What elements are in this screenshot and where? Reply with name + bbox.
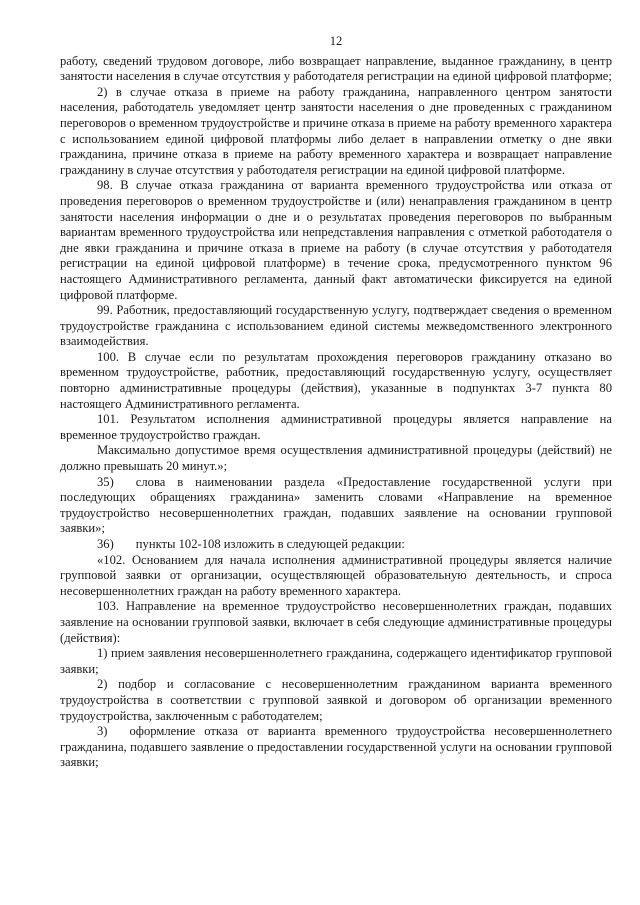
paragraph-continuation: работу, сведений трудовом договоре, либо возвращает направление, выданное гражданину, в центр занятости населения в случае отсутствия у работодателя регистрации на единой цифровой платформе; [60, 53, 612, 84]
paragraph-subitem-2: 2) в случае отказа в приеме на работу гражданина, направленного центром занятости населения, работодатель уведомляет центр занятости населения о дне проведенных с гражданином переговоров о временном трудоустройстве и причине отказа в приеме на работу временного характера с использованием единой цифровой платформы либо делает в направлении отметку о дне явки гражданина, причине отказа в приеме на работу временного характера и возвращает направление гражданину в случае отсутствия у работодателя регистрации на единой цифровой платформе. [60, 84, 612, 177]
subitem-3-text: оформление отказа от варианта временного трудоустройства несовершеннолетнего гражданина, подавшего заявление о предоставлении государственной услуги на основании групповой заявки; [60, 724, 612, 770]
item-35-text: слова в наименовании раздела «Предоставление государственной услуги при последующих обращениях гражданина» заменить словами «Направление на временное трудоустройство несовершеннолетних граждан, подавших заявление на основании групповой заявки»; [60, 474, 612, 536]
paragraph-99: 99. Работник, предоставляющий государственную услугу, подтверждает сведения о временном трудоустройстве гражданина с использованием единой системы межведомственного электронного взаимодействия. [60, 303, 612, 349]
paragraph-subitem-3 [60, 724, 612, 771]
paragraph-101: 101. Результатом исполнения административной процедуры является направление на временное трудоустройство граждан. [60, 412, 612, 442]
document-page [60, 34, 612, 771]
list-number: 35) [97, 474, 114, 489]
paragraph-item-36 [60, 537, 612, 553]
paragraph-subitem-2b: 2) подбор и согласование с несовершеннолетним гражданином варианта временного трудоустройства в соответствии с групповой заявкой и договором об организации временного трудоустройства, заключенным с работодателем; [60, 677, 612, 723]
item-36-text: пункты 102-108 изложить в следующей редакции: [135, 537, 405, 551]
list-number: 36) [97, 537, 114, 551]
paragraph-103: 103. Направление на временное трудоустройство несовершеннолетних граждан, подавших заявление на основании групповой заявки, включает в себя следующие административные процедуры (действия): [60, 599, 612, 645]
paragraph-98: 98. В случае отказа гражданина от варианта временного трудоустройства или отказа от проведения переговоров о временном трудоустройстве и (или) ненаправления гражданином в центр занятости населения информации о дне и о результатах проведения переговоров по выбранным вариантам временного трудоустройства или непредставления направления с отметкой работодателя о дне явки гражданина и причине отказа в приеме на работу (в случае отсутствия у работодателя регистрации на единой цифровой платформе) в течение срока, предусмотренного пунктом 96 настоящего Административного регламента, данный факт автоматически фиксируется на единой цифровой платформе. [60, 178, 612, 302]
paragraph-102: «102. Основанием для начала исполнения административной процедуры является наличие групповой заявки от организации, осуществляющей образовательную деятельность, и спроса несовершеннолетних граждан на работу временного характера. [60, 552, 612, 598]
paragraph-100: 100. В случае если по результатам прохождения переговоров гражданину отказано во временном трудоустройстве, работник, предоставляющий государственную услугу, осуществляет повторно административные процедуры (действия), указанные в подпунктах 3-7 пункта 80 настоящего Административного регламента. [60, 349, 612, 411]
paragraph-item-35 [60, 475, 612, 537]
page-number: 12 [329, 34, 343, 48]
list-number: 3) [97, 724, 108, 739]
paragraph-max-time: Максимально допустимое время осуществления административной процедуры (действий) не должно превышать 20 минут.»; [60, 443, 612, 474]
paragraph-subitem-1: 1) прием заявления несовершеннолетнего гражданина, содержащего идентификатор групповой заявки; [60, 646, 612, 676]
